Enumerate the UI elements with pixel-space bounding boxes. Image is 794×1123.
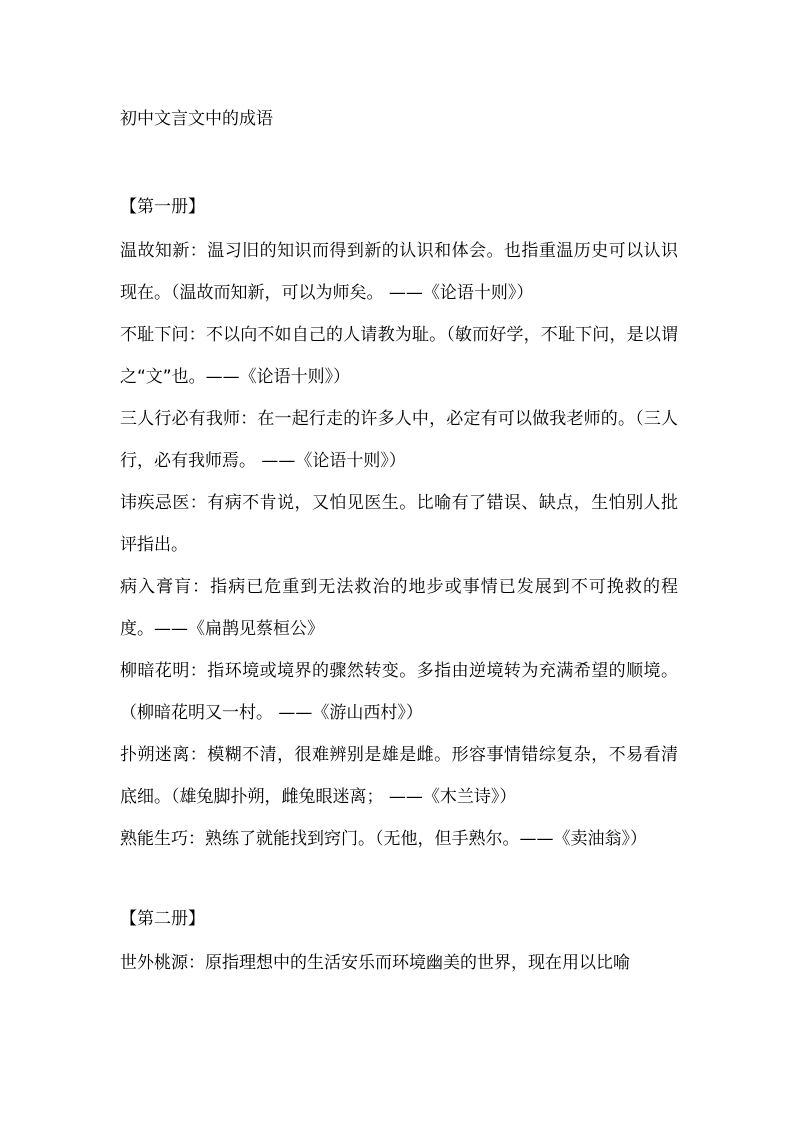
idiom-entry: 柳暗花明：指环境或境界的骤然转变。多指由逆境转为充满希望的顺境。（柳暗花明又一村。 ——《游山西村》）: [120, 661, 678, 723]
idiom-entry: 扑朔迷离：模糊不清，很难辨别是雄是雌。形容事情错综复杂，不易看清底细。（雄兔脚扑朔，雌兔眼迷离； ——《木兰诗》）: [120, 745, 678, 807]
idiom-entry: 不耻下问：不以向不如自己的人请教为耻。（敏而好学，不耻下问，是以谓之“文”也。——《论语十则》）: [120, 325, 678, 387]
document-body: [120, 105, 678, 984]
section-spacer: [120, 860, 678, 905]
section-book-1: [120, 193, 678, 860]
idiom-entry: 世外桃源：原指理想中的生活安乐而环境幽美的世界，现在用以比喻: [120, 953, 630, 973]
document-title: 初中文言文中的成语: [120, 109, 273, 129]
idiom-entry: 病入膏肓：指病已危重到无法救治的地步或事情已发展到不可挽救的程度。——《扁鹊见蔡桓公》: [120, 577, 678, 639]
idiom-entry: 温故知新：温习旧的知识而得到新的认识和体会。也指重温历史可以认识现在。（温故而知新，可以为师矣。 ——《论语十则》）: [120, 241, 678, 303]
section-book-2: [120, 905, 678, 984]
section-heading: 【第二册】: [120, 909, 205, 929]
idiom-entry: 熟能生巧：熟练了就能找到窍门。（无他，但手熟尔。——《卖油翁》）: [120, 829, 647, 849]
idiom-entry: 讳疾忌医：有病不肯说，又怕见医生。比喻有了错误、缺点，生怕别人批评指出。: [120, 493, 678, 555]
section-heading: 【第一册】: [120, 197, 205, 217]
idiom-entry: 三人行必有我师：在一起行走的许多人中，必定有可以做我老师的。（三人行，必有我师焉。 ——《论语十则》）: [120, 409, 678, 471]
